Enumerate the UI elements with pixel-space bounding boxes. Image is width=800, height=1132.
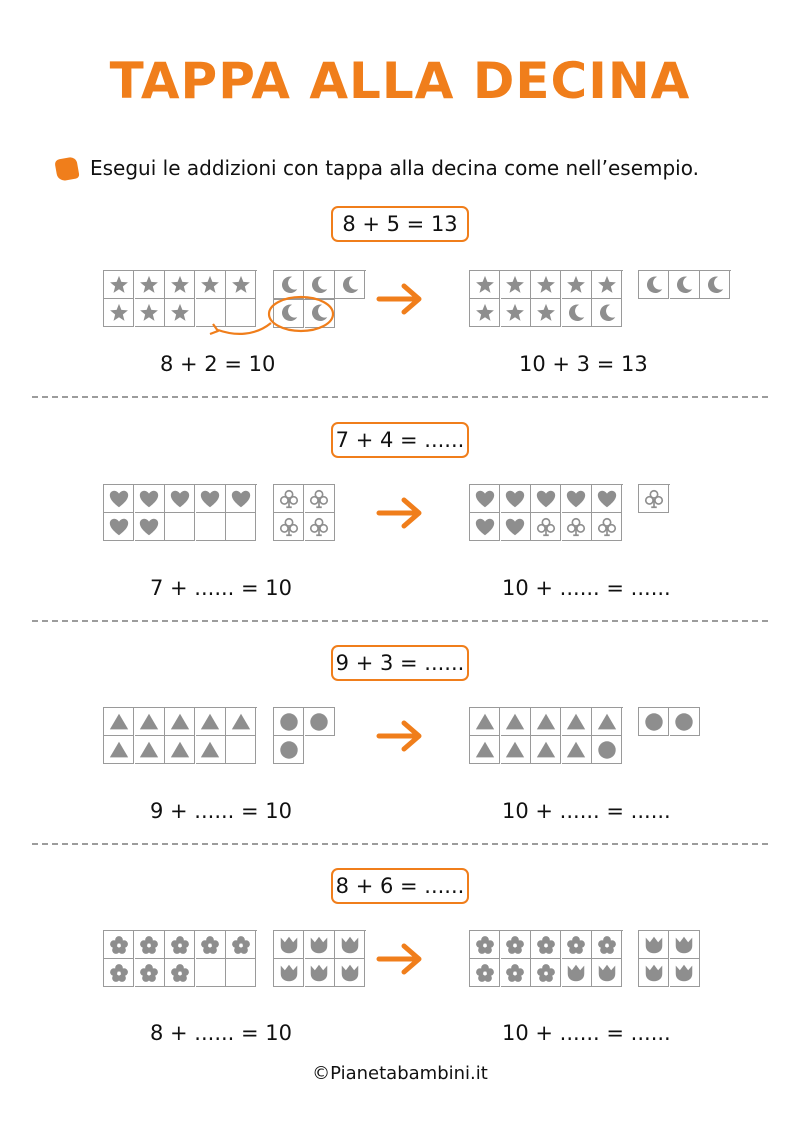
flower-cell	[562, 931, 592, 959]
triangle-cell	[165, 736, 195, 764]
addend-group-left	[273, 930, 366, 987]
heart-icon	[230, 488, 252, 510]
circle-cell	[274, 708, 304, 736]
triangle-icon	[199, 739, 221, 761]
tulip-icon	[673, 934, 695, 956]
flower-cell	[165, 931, 195, 959]
star-cell	[165, 271, 195, 299]
star-icon	[169, 302, 191, 324]
remainder-group	[638, 930, 700, 987]
club-icon	[596, 516, 618, 538]
exercise-header-box: 7 + 4 = ......	[331, 422, 469, 458]
heart-cell	[196, 485, 226, 513]
right-equation: 10 + 3 = 13	[519, 352, 648, 376]
tulip-icon	[278, 934, 300, 956]
heart-icon	[138, 488, 160, 510]
flower-icon	[230, 934, 252, 956]
triangle-icon	[169, 739, 191, 761]
circle-cell	[305, 708, 335, 736]
club-cell	[274, 513, 304, 541]
right-equation: 10 + ...... = ......	[502, 1021, 671, 1045]
heart-cell	[501, 485, 531, 513]
tulip-cell	[274, 959, 304, 987]
triangle-icon	[565, 711, 587, 733]
triangle-icon	[138, 711, 160, 733]
star-cell	[562, 271, 592, 299]
ten-frame-left	[103, 930, 257, 987]
heart-icon	[535, 488, 557, 510]
flower-cell	[135, 931, 165, 959]
tulip-cell	[274, 931, 304, 959]
star-icon	[535, 274, 557, 296]
arrow-right-icon	[376, 281, 424, 317]
right-equation: 10 + ...... = ......	[502, 576, 671, 600]
star-cell	[104, 271, 134, 299]
triangle-icon	[504, 711, 526, 733]
tulip-cell	[639, 931, 669, 959]
ten-frame-left	[103, 707, 257, 764]
club-cell	[562, 513, 592, 541]
club-icon	[278, 516, 300, 538]
tulip-icon	[339, 934, 361, 956]
heart-icon	[138, 516, 160, 538]
triangle-cell	[196, 708, 226, 736]
triangle-cell	[470, 736, 500, 764]
triangle-cell	[501, 708, 531, 736]
triangle-icon	[474, 739, 496, 761]
club-cell	[305, 485, 335, 513]
triangle-cell	[226, 708, 256, 736]
arrow-right-icon	[376, 495, 424, 531]
copyright-footer: ©Pianetabambini.it	[312, 1063, 488, 1084]
tulip-cell	[335, 959, 365, 987]
circle-cell	[670, 708, 700, 736]
heart-icon	[169, 488, 191, 510]
remainder-group	[638, 484, 670, 513]
triangle-cell	[135, 708, 165, 736]
heart-cell	[104, 513, 134, 541]
tulip-cell	[670, 931, 700, 959]
moon-cell	[562, 299, 592, 327]
triangle-cell	[501, 736, 531, 764]
remainder-group	[638, 707, 700, 736]
moon-icon	[704, 274, 726, 296]
heart-cell	[165, 485, 195, 513]
circle-icon	[278, 739, 300, 761]
club-cell	[592, 513, 622, 541]
triangle-icon	[108, 739, 130, 761]
triangle-cell	[196, 736, 226, 764]
exercise-header-box: 8 + 5 = 13	[331, 206, 469, 242]
heart-icon	[474, 516, 496, 538]
star-icon	[474, 274, 496, 296]
heart-icon	[504, 516, 526, 538]
flower-cell	[104, 959, 134, 987]
heart-icon	[108, 488, 130, 510]
ten-frame-right	[469, 930, 623, 987]
flower-cell	[531, 959, 561, 987]
star-cell	[501, 271, 531, 299]
triangle-cell	[531, 736, 561, 764]
triangle-icon	[108, 711, 130, 733]
triangle-icon	[565, 739, 587, 761]
star-cell	[135, 299, 165, 327]
flower-icon	[596, 934, 618, 956]
heart-cell	[562, 485, 592, 513]
heart-icon	[596, 488, 618, 510]
flower-icon	[199, 934, 221, 956]
empty-cell	[226, 959, 256, 987]
star-icon	[535, 302, 557, 324]
triangle-icon	[199, 711, 221, 733]
tulip-cell	[670, 959, 700, 987]
moon-cell	[670, 271, 700, 299]
flower-icon	[169, 962, 191, 984]
addend-group-left	[273, 707, 335, 764]
tulip-cell	[592, 959, 622, 987]
triangle-cell	[104, 736, 134, 764]
triangle-cell	[104, 708, 134, 736]
tulip-icon	[308, 962, 330, 984]
club-icon	[308, 488, 330, 510]
instruction-bullet-icon	[54, 156, 79, 181]
tulip-icon	[339, 962, 361, 984]
circle-cell	[592, 736, 622, 764]
flower-icon	[108, 934, 130, 956]
empty-cell	[196, 513, 226, 541]
flower-cell	[196, 931, 226, 959]
tulip-cell	[305, 931, 335, 959]
remainder-group	[638, 270, 731, 299]
moon-icon	[339, 274, 361, 296]
empty-cell	[226, 736, 256, 764]
flower-icon	[169, 934, 191, 956]
ten-frame-left	[103, 484, 257, 541]
left-equation: 7 + ...... = 10	[150, 576, 293, 600]
heart-cell	[531, 485, 561, 513]
heart-icon	[199, 488, 221, 510]
tulip-cell	[305, 959, 335, 987]
tulip-cell	[335, 931, 365, 959]
flower-icon	[474, 934, 496, 956]
heart-icon	[474, 488, 496, 510]
heart-icon	[108, 516, 130, 538]
club-icon	[535, 516, 557, 538]
club-cell	[639, 485, 669, 513]
flower-icon	[474, 962, 496, 984]
star-cell	[531, 271, 561, 299]
dashed-separator	[32, 396, 768, 398]
flower-icon	[138, 962, 160, 984]
heart-icon	[504, 488, 526, 510]
tulip-cell	[562, 959, 592, 987]
triangle-cell	[135, 736, 165, 764]
flower-icon	[504, 962, 526, 984]
moon-icon	[565, 302, 587, 324]
heart-cell	[135, 485, 165, 513]
tulip-cell	[639, 959, 669, 987]
star-icon	[138, 302, 160, 324]
heart-cell	[501, 513, 531, 541]
flower-cell	[501, 959, 531, 987]
tulip-icon	[308, 934, 330, 956]
ten-frame-right	[469, 707, 623, 764]
empty-cell	[226, 513, 256, 541]
triangle-cell	[470, 708, 500, 736]
star-icon	[169, 274, 191, 296]
moon-icon	[673, 274, 695, 296]
heart-icon	[565, 488, 587, 510]
triangle-icon	[504, 739, 526, 761]
tulip-icon	[673, 962, 695, 984]
star-cell	[135, 271, 165, 299]
dashed-separator	[32, 843, 768, 845]
star-cell	[501, 299, 531, 327]
star-cell	[165, 299, 195, 327]
tulip-icon	[596, 962, 618, 984]
heart-cell	[104, 485, 134, 513]
flower-icon	[138, 934, 160, 956]
flower-icon	[504, 934, 526, 956]
empty-cell	[196, 959, 226, 987]
club-cell	[531, 513, 561, 541]
star-icon	[108, 274, 130, 296]
star-icon	[138, 274, 160, 296]
triangle-icon	[535, 711, 557, 733]
club-icon	[643, 488, 665, 510]
triangle-icon	[138, 739, 160, 761]
circle-icon	[278, 711, 300, 733]
flower-icon	[565, 934, 587, 956]
triangle-cell	[531, 708, 561, 736]
flower-cell	[470, 959, 500, 987]
flower-cell	[501, 931, 531, 959]
star-cell	[470, 271, 500, 299]
addend-group-left	[273, 484, 335, 541]
club-cell	[305, 513, 335, 541]
flower-cell	[531, 931, 561, 959]
heart-cell	[592, 485, 622, 513]
heart-cell	[470, 513, 500, 541]
right-equation: 10 + ...... = ......	[502, 799, 671, 823]
moon-cell	[700, 271, 730, 299]
empty-cell	[165, 513, 195, 541]
flower-cell	[226, 931, 256, 959]
tulip-icon	[565, 962, 587, 984]
tulip-icon	[643, 934, 665, 956]
arrow-right-icon	[376, 718, 424, 754]
flower-cell	[135, 959, 165, 987]
star-cell	[470, 299, 500, 327]
exercise-header-box: 8 + 6 = ......	[331, 868, 469, 904]
moon-cell	[592, 299, 622, 327]
flower-cell	[104, 931, 134, 959]
star-icon	[504, 274, 526, 296]
moon-icon	[596, 302, 618, 324]
circle-cell	[274, 736, 304, 764]
triangle-icon	[535, 739, 557, 761]
page-title: TAPPA ALLA DECINA	[109, 52, 691, 110]
left-equation: 8 + 2 = 10	[160, 352, 276, 376]
triangle-icon	[230, 711, 252, 733]
star-icon	[474, 302, 496, 324]
tulip-icon	[643, 962, 665, 984]
circle-icon	[308, 711, 330, 733]
heart-cell	[135, 513, 165, 541]
dashed-separator	[32, 620, 768, 622]
flower-icon	[108, 962, 130, 984]
triangle-cell	[562, 736, 592, 764]
triangle-cell	[165, 708, 195, 736]
star-icon	[504, 302, 526, 324]
flower-cell	[165, 959, 195, 987]
triangle-icon	[474, 711, 496, 733]
star-icon	[596, 274, 618, 296]
regroup-annotation	[205, 290, 340, 350]
star-cell	[104, 299, 134, 327]
instruction-text: Esegui le addizioni con tappa alla decina come nell’esempio.	[90, 156, 699, 180]
triangle-icon	[169, 711, 191, 733]
left-equation: 8 + ...... = 10	[150, 1021, 293, 1045]
exercise-header-box: 9 + 3 = ......	[331, 645, 469, 681]
arrow-right-icon	[376, 941, 424, 977]
heart-cell	[226, 485, 256, 513]
tulip-icon	[278, 962, 300, 984]
circle-icon	[643, 711, 665, 733]
club-cell	[274, 485, 304, 513]
left-equation: 9 + ...... = 10	[150, 799, 293, 823]
moon-cell	[639, 271, 669, 299]
flower-cell	[592, 931, 622, 959]
flower-icon	[535, 962, 557, 984]
circle-cell	[639, 708, 669, 736]
triangle-cell	[562, 708, 592, 736]
heart-cell	[470, 485, 500, 513]
triangle-icon	[596, 711, 618, 733]
circle-icon	[596, 739, 618, 761]
club-icon	[308, 516, 330, 538]
star-cell	[531, 299, 561, 327]
triangle-cell	[592, 708, 622, 736]
star-icon	[565, 274, 587, 296]
moon-icon	[643, 274, 665, 296]
club-icon	[565, 516, 587, 538]
ten-frame-right	[469, 270, 623, 327]
flower-cell	[470, 931, 500, 959]
flower-icon	[535, 934, 557, 956]
ten-frame-right	[469, 484, 623, 541]
circle-icon	[673, 711, 695, 733]
star-cell	[592, 271, 622, 299]
empty-cell	[305, 735, 336, 764]
star-icon	[108, 302, 130, 324]
club-icon	[278, 488, 300, 510]
